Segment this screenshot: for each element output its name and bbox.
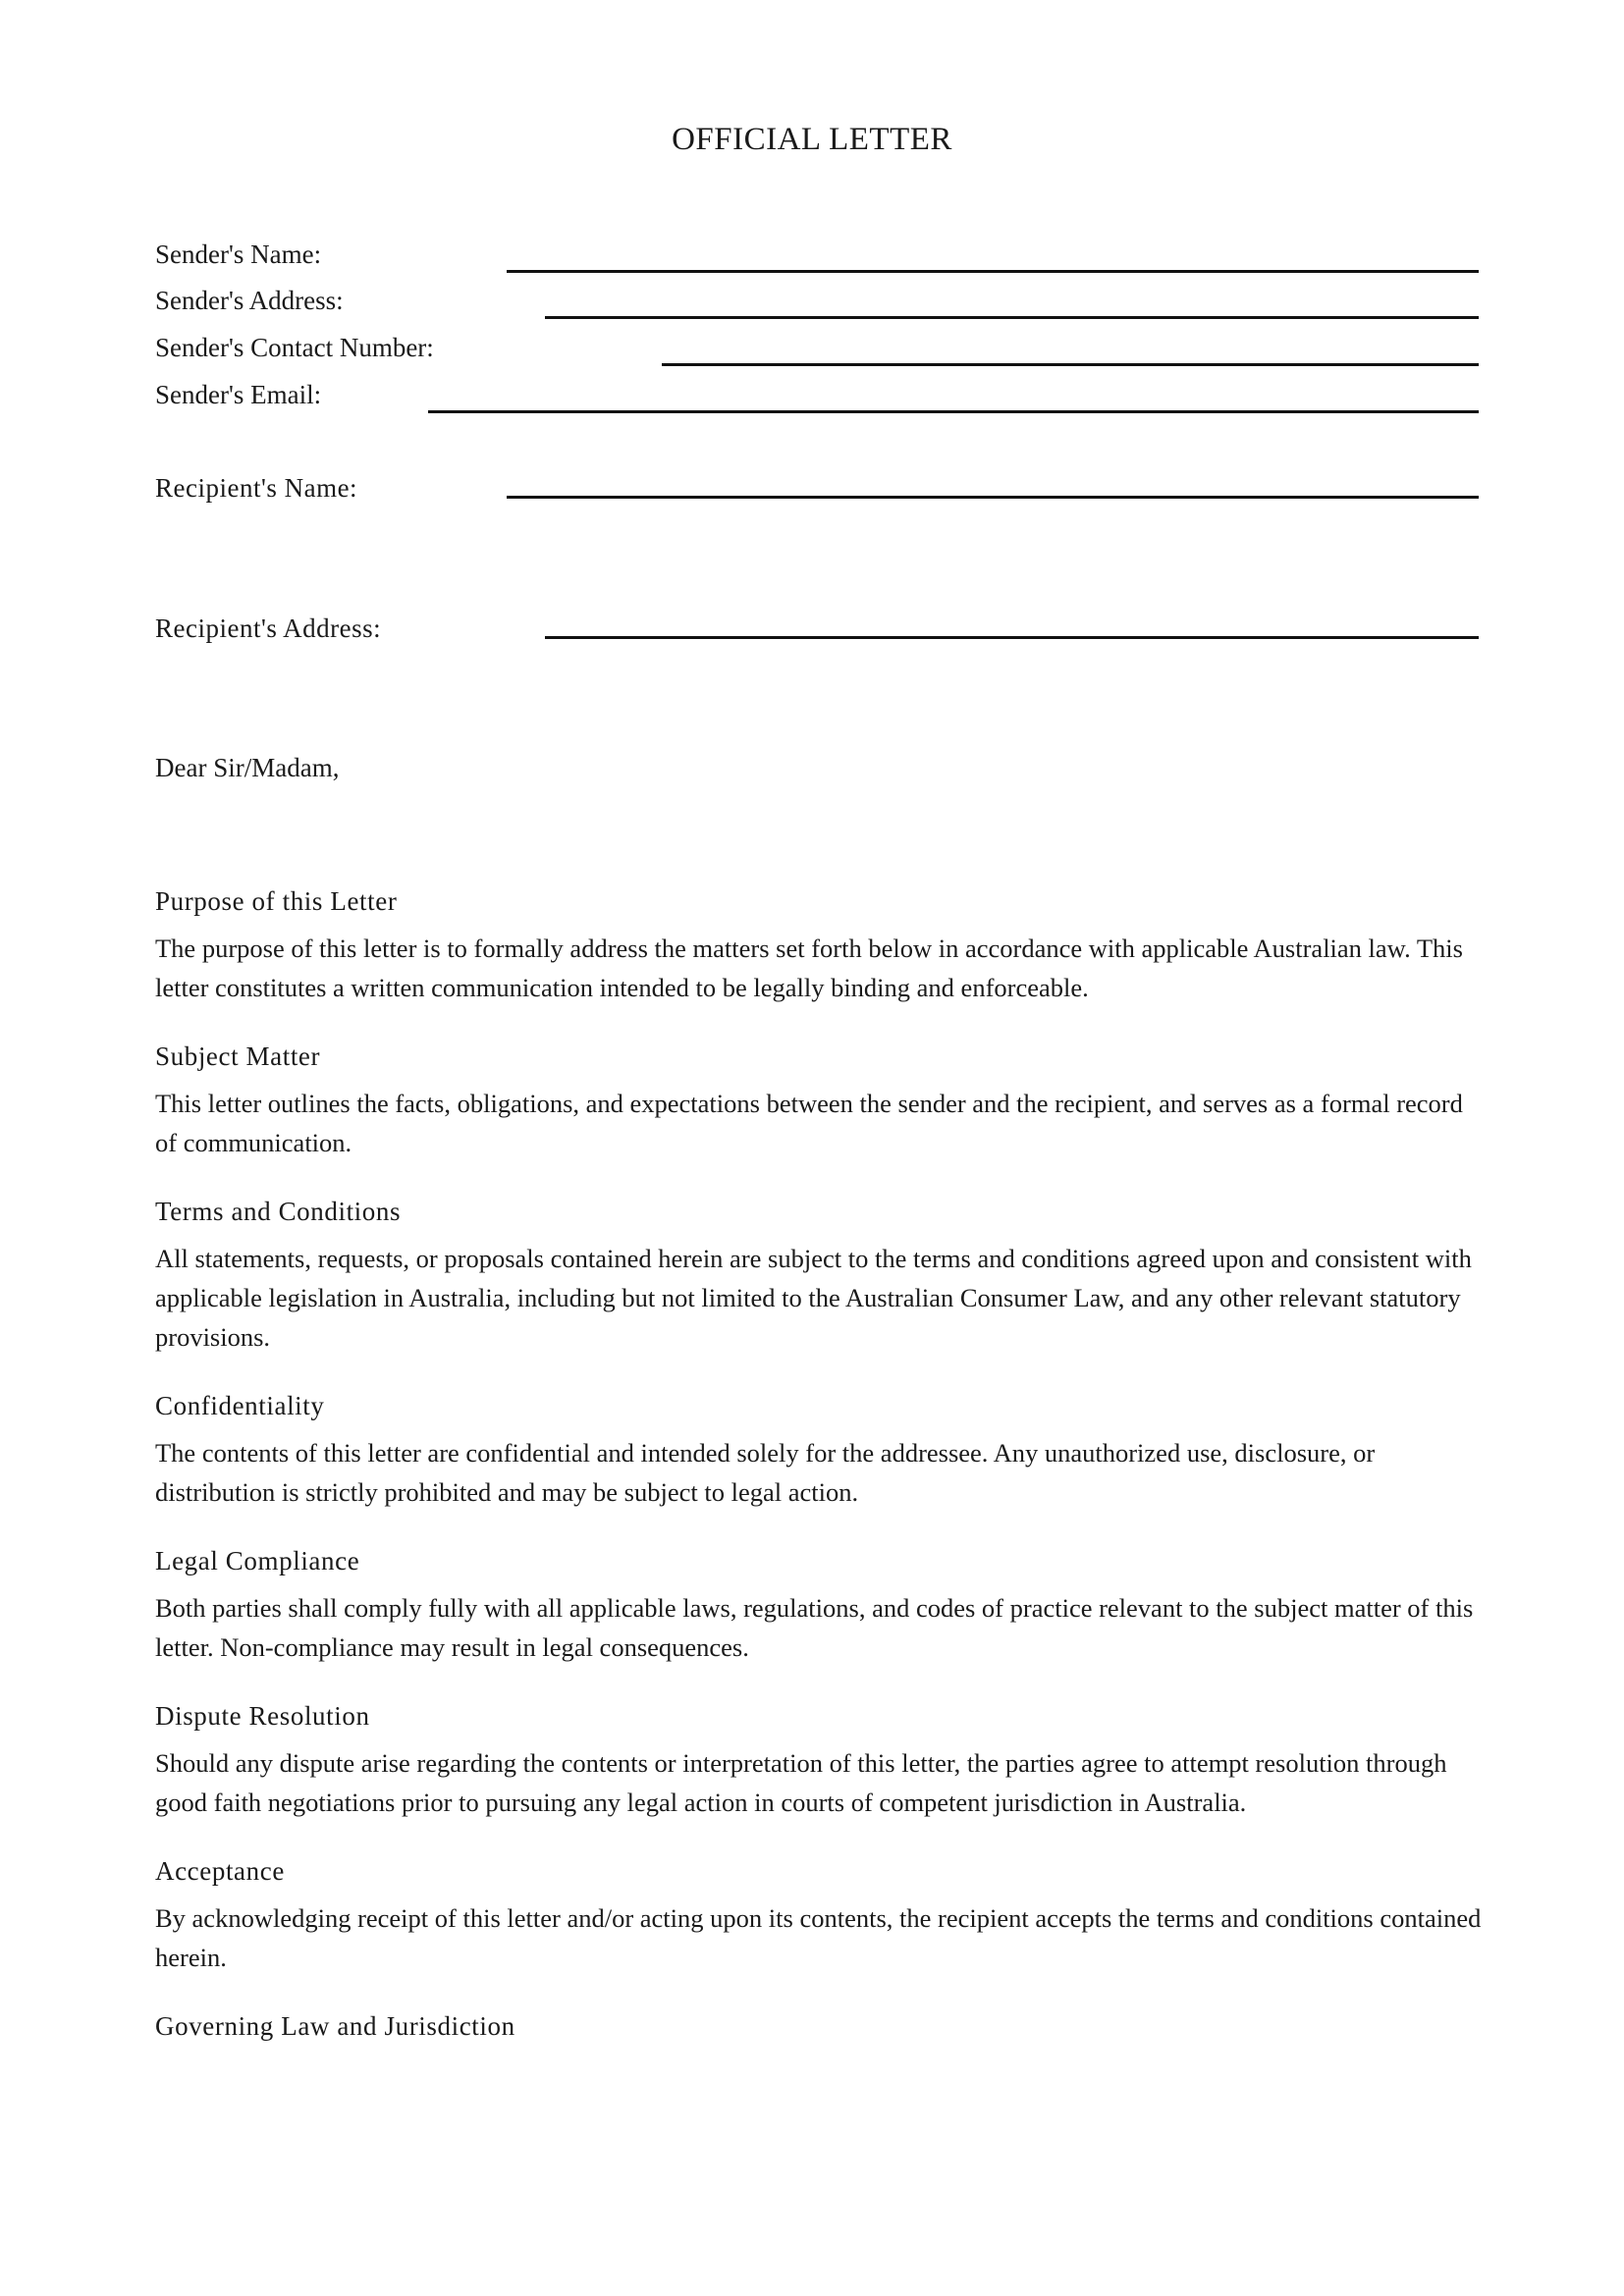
section-body-terms: All statements, requests, or proposals contained herein are subject to the terms and conditions agreed upon and consistent with applicable legislation in Australia, including but not limited to the Australian Consumer Law, and any other relevant statutory provisions. — [155, 1244, 1472, 1352]
section-heading-legal-compliance: Legal Compliance — [155, 1546, 360, 1575]
section-heading-subject-matter: Subject Matter — [155, 1041, 321, 1071]
section-body-subject-matter: This letter outlines the facts, obligations, and expectations between the sender and the recipient, and serves as a formal record of communication. — [155, 1089, 1463, 1157]
section-heading-terms: Terms and Conditions — [155, 1197, 402, 1226]
sender-email-field[interactable] — [428, 410, 1479, 413]
section-body-purpose: The purpose of this letter is to formally address the matters set forth below in accordance with applicable Australian law. This letter constitutes a written communication intended to be legally binding and enforceable. — [155, 934, 1463, 1002]
section-heading-purpose: Purpose of this Letter — [155, 886, 398, 916]
section-body-dispute-resolution: Should any dispute arise regarding the contents or interpretation of this letter, the parties agree to attempt resolution through good faith negotiations prior to pursuing any legal action in courts of competent jurisdiction in Australia. — [155, 1748, 1447, 1817]
sender-name-label: Sender's Name: — [155, 240, 322, 269]
salutation: Dear Sir/Madam, — [155, 753, 340, 782]
sender-address-label: Sender's Address: — [155, 286, 344, 315]
section-body-acceptance: By acknowledging receipt of this letter and/or acting upon its contents, the recipient accepts the terms and conditions contained herein. — [155, 1903, 1482, 1972]
sender-address-field[interactable] — [545, 316, 1479, 319]
section-heading-governing-law: Governing Law and Jurisdiction — [155, 2011, 515, 2041]
section-body-confidentiality: The contents of this letter are confidential and intended solely for the addressee. Any unauthorized use, disclosure, or distribution is strictly prohibited and may be subject to legal action. — [155, 1438, 1376, 1507]
sender-name-field[interactable] — [507, 270, 1479, 273]
recipient-address-label: Recipient's Address: — [155, 614, 382, 643]
recipient-address-field[interactable] — [545, 636, 1479, 639]
section-heading-acceptance: Acceptance — [155, 1856, 285, 1886]
section-heading-dispute-resolution: Dispute Resolution — [155, 1701, 370, 1731]
recipient-name-label: Recipient's Name: — [155, 473, 358, 503]
sender-email-label: Sender's Email: — [155, 380, 322, 409]
document-title: OFFICIAL LETTER — [672, 122, 952, 157]
recipient-name-field[interactable] — [507, 496, 1479, 499]
section-heading-confidentiality: Confidentiality — [155, 1391, 325, 1420]
section-body-legal-compliance: Both parties shall comply fully with all applicable laws, regulations, and codes of practice relevant to the subject matter of this letter. Non-compliance may result in legal consequences. — [155, 1593, 1474, 1662]
sender-contact-number-field[interactable] — [662, 363, 1479, 366]
sender-contact-number-label: Sender's Contact Number: — [155, 333, 434, 362]
